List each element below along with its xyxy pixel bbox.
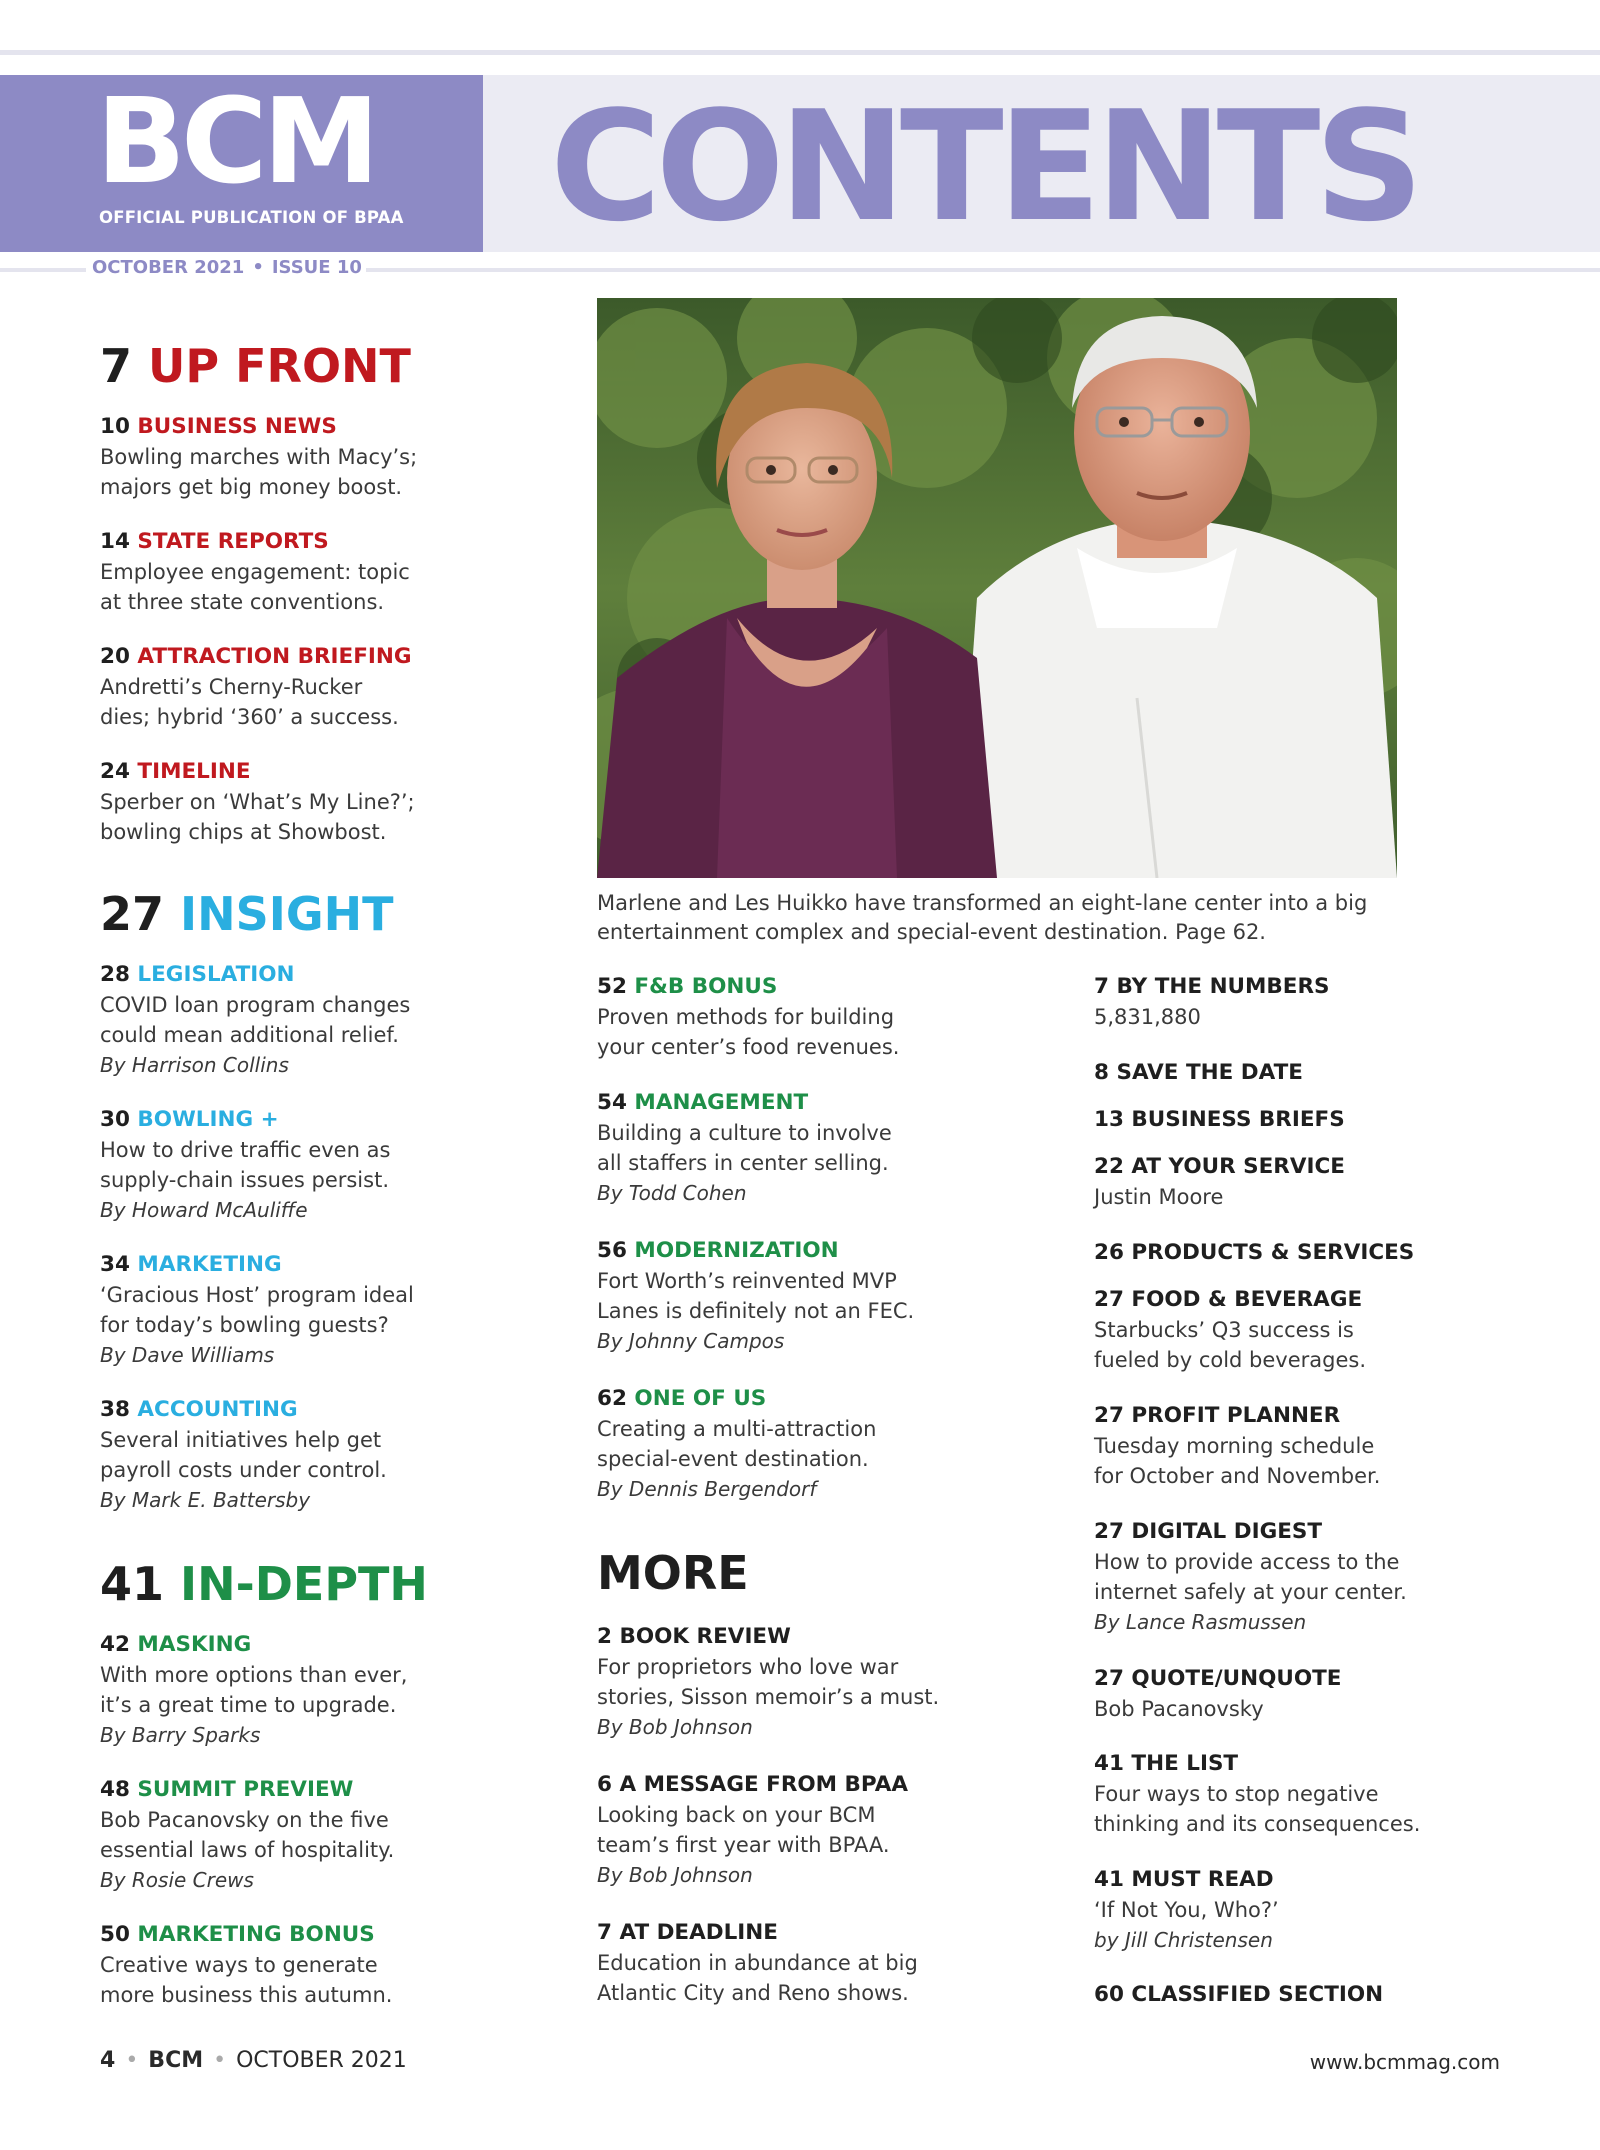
entry-description: Bob Pacanovsky on the five essential laws of hospitality.	[100, 1808, 395, 1862]
entry-title: STATE REPORTS	[137, 529, 329, 554]
toc-entry[interactable]	[100, 1105, 520, 1225]
entry-description: Employee engagement: topic at three state conventions.	[100, 560, 410, 614]
toc-entry[interactable]	[1094, 1517, 1514, 1637]
entry-page: 27	[1094, 1519, 1124, 1544]
toc-entry[interactable]	[100, 1250, 520, 1370]
entry-description: How to drive traffic even as supply-chain issues persist.	[100, 1138, 391, 1192]
entry-page: 60	[1094, 1982, 1124, 2007]
entry-title: F&B BONUS	[634, 974, 778, 999]
toc-entry[interactable]	[597, 1622, 1017, 1742]
section-in-depth[interactable]	[100, 1558, 428, 1610]
entry-title: ATTRACTION BRIEFING	[137, 644, 412, 669]
footer-website-link[interactable]: www.bcmmag.com	[1309, 2050, 1500, 2074]
entry-title: LEGISLATION	[137, 962, 295, 987]
entry-byline: By Todd Cohen	[597, 1181, 747, 1205]
entry-description: How to provide access to the internet safely at your center.	[1094, 1550, 1407, 1604]
entry-title: AT YOUR SERVICE	[1131, 1154, 1345, 1179]
entry-description: ‘Gracious Host’ program ideal for today’s bowling guests?	[100, 1283, 414, 1337]
issue-line	[88, 257, 366, 278]
issue-number: ISSUE 10	[271, 257, 362, 278]
entry-page: 54	[597, 1090, 627, 1115]
issue-separator: •	[252, 257, 264, 278]
entry-title: DIGITAL DIGEST	[1131, 1519, 1323, 1544]
toc-entry[interactable]	[100, 757, 520, 847]
entry-title: BOOK REVIEW	[619, 1624, 791, 1649]
section-more[interactable]: MORE	[597, 1546, 749, 1600]
entry-description: Building a culture to involve all staffers in center selling.	[597, 1121, 892, 1175]
entry-page: 34	[100, 1252, 130, 1277]
entry-title: SAVE THE DATE	[1116, 1060, 1303, 1085]
entry-description: Several initiatives help get payroll costs under control.	[100, 1428, 387, 1482]
couple-photo-illustration	[597, 298, 1397, 878]
footer-folio	[100, 2048, 407, 2073]
entry-page: 10	[100, 414, 130, 439]
entry-title: A MESSAGE FROM BPAA	[619, 1772, 908, 1797]
entry-page: 8	[1094, 1060, 1109, 1085]
entry-description: Justin Moore	[1094, 1185, 1224, 1209]
entry-page: 7	[1094, 974, 1109, 999]
toc-entry[interactable]	[1094, 1980, 1514, 2010]
entry-description: Looking back on your BCM team’s first year with BPAA.	[597, 1803, 890, 1857]
toc-entry[interactable]	[1094, 1285, 1514, 1375]
toc-entry[interactable]	[100, 642, 520, 732]
entry-page: 48	[100, 1777, 130, 1802]
toc-entry[interactable]	[100, 1630, 520, 1750]
toc-entry[interactable]	[597, 1236, 1017, 1356]
toc-entry[interactable]	[1094, 1401, 1514, 1491]
entry-page: 41	[1094, 1751, 1124, 1776]
section-insight[interactable]	[100, 888, 394, 940]
entry-page: 28	[100, 962, 130, 987]
entry-page: 42	[100, 1632, 130, 1657]
entry-title: MASKING	[137, 1632, 252, 1657]
footer-separator: •	[213, 2048, 227, 2073]
section-title: UP FRONT	[148, 339, 411, 393]
entry-byline: By Harrison Collins	[100, 1053, 289, 1077]
page-title: CONTENTS	[550, 78, 1418, 255]
entry-byline: By Mark E. Battersby	[100, 1488, 311, 1512]
entry-byline: By Barry Sparks	[100, 1723, 261, 1747]
entry-page: 38	[100, 1397, 130, 1422]
entry-title: THE LIST	[1131, 1751, 1239, 1776]
section-title: IN-DEPTH	[180, 1557, 428, 1611]
section-page-number: 7	[100, 339, 133, 393]
logo-subtitle: OFFICIAL PUBLICATION OF BPAA	[99, 208, 404, 227]
toc-entry[interactable]	[100, 960, 520, 1080]
entry-description: With more options than ever, it’s a great time to upgrade.	[100, 1663, 408, 1717]
issue-rule-left	[0, 268, 86, 272]
entry-title: BUSINESS NEWS	[137, 414, 337, 439]
entry-title: MARKETING BONUS	[137, 1922, 375, 1947]
entry-byline: By Bob Johnson	[597, 1863, 753, 1887]
entry-description: 5,831,880	[1094, 1005, 1201, 1029]
entry-title: QUOTE/UNQUOTE	[1131, 1666, 1342, 1691]
bcm-logo: BCM	[96, 72, 375, 210]
entry-description: Education in abundance at big Atlantic City and Reno shows.	[597, 1951, 918, 2005]
footer-issue: OCTOBER 2021	[236, 2048, 407, 2073]
entry-description: Tuesday morning schedule for October and November.	[1094, 1434, 1381, 1488]
footer-separator: •	[125, 2048, 139, 2073]
entry-description: Fort Worth’s reinvented MVP Lanes is definitely not an FEC.	[597, 1269, 915, 1323]
toc-entry[interactable]	[100, 1395, 520, 1515]
entry-byline: By Johnny Campos	[597, 1329, 785, 1353]
entry-title: AT DEADLINE	[619, 1920, 778, 1945]
entry-page: 27	[1094, 1666, 1124, 1691]
entry-page: 2	[597, 1624, 612, 1649]
entry-byline: By Lance Rasmussen	[1094, 1610, 1307, 1634]
entry-title: SUMMIT PREVIEW	[137, 1777, 354, 1802]
entry-description: Proven methods for building your center’s food revenues.	[597, 1005, 900, 1059]
entry-page: 24	[100, 759, 130, 784]
footer-page-number: 4	[100, 2048, 116, 2073]
entry-title: PROFIT PLANNER	[1131, 1403, 1341, 1428]
entry-page: 20	[100, 644, 130, 669]
entry-byline: By Rosie Crews	[100, 1868, 254, 1892]
toc-entry[interactable]	[1094, 972, 1514, 1032]
entry-page: 6	[597, 1772, 612, 1797]
toc-entry[interactable]	[1094, 1152, 1514, 1212]
entry-page: 26	[1094, 1240, 1124, 1265]
entry-description: COVID loan program changes could mean additional relief.	[100, 993, 411, 1047]
entry-page: 62	[597, 1386, 627, 1411]
toc-entry[interactable]	[1094, 1058, 1514, 1088]
toc-entry[interactable]	[597, 972, 1017, 1062]
entry-title: MUST READ	[1131, 1867, 1274, 1892]
toc-entry[interactable]	[597, 1088, 1017, 1208]
entry-page: 27	[1094, 1287, 1124, 1312]
top-rule	[0, 50, 1600, 55]
toc-entry[interactable]	[100, 527, 520, 617]
cover-photo	[597, 298, 1397, 878]
toc-entry[interactable]	[1094, 1865, 1514, 1955]
toc-entry[interactable]	[597, 1770, 1017, 1890]
entry-description: Starbucks’ Q3 success is fueled by cold beverages.	[1094, 1318, 1367, 1372]
entry-description: ‘If Not You, Who?’	[1094, 1898, 1279, 1922]
toc-entry[interactable]	[597, 1918, 1017, 2008]
entry-page: 22	[1094, 1154, 1124, 1179]
entry-title: TIMELINE	[137, 759, 251, 784]
entry-title: BY THE NUMBERS	[1116, 974, 1330, 999]
entry-page: 30	[100, 1107, 130, 1132]
entry-byline: By Howard McAuliffe	[100, 1198, 308, 1222]
entry-title: FOOD & BEVERAGE	[1131, 1287, 1363, 1312]
entry-description: Creative ways to generate more business this autumn.	[100, 1953, 393, 2007]
entry-title: BUSINESS BRIEFS	[1131, 1107, 1345, 1132]
photo-caption: Marlene and Les Huikko have transformed an eight-lane center into a big entertainment complex and special-event destination. Page 62.	[597, 891, 1368, 944]
toc-entry[interactable]	[1094, 1664, 1514, 1724]
entry-title: BOWLING +	[137, 1107, 279, 1132]
toc-entry[interactable]	[1094, 1749, 1514, 1839]
entry-page: 50	[100, 1922, 130, 1947]
section-title: INSIGHT	[180, 887, 394, 941]
entry-title: MANAGEMENT	[634, 1090, 809, 1115]
entry-title: PRODUCTS & SERVICES	[1131, 1240, 1415, 1265]
issue-date: OCTOBER 2021	[92, 257, 245, 278]
entry-byline: By Dave Williams	[100, 1343, 275, 1367]
entry-description: Creating a multi-attraction special-event destination.	[597, 1417, 877, 1471]
toc-entry[interactable]	[597, 1384, 1017, 1504]
entry-page: 52	[597, 974, 627, 999]
entry-title: MODERNIZATION	[634, 1238, 839, 1263]
toc-entry[interactable]	[100, 1775, 520, 1895]
entry-page: 7	[597, 1920, 612, 1945]
entry-description: For proprietors who love war stories, Sisson memoir’s a must.	[597, 1655, 940, 1709]
entry-description: Sperber on ‘What’s My Line?’; bowling chips at Showbost.	[100, 790, 415, 844]
toc-entry[interactable]	[1094, 1105, 1514, 1135]
entry-byline: by Jill Christensen	[1094, 1928, 1273, 1952]
toc-entry[interactable]	[1094, 1238, 1514, 1268]
entry-page: 13	[1094, 1107, 1124, 1132]
entry-title: ACCOUNTING	[137, 1397, 298, 1422]
entry-description: Bob Pacanovsky	[1094, 1697, 1264, 1721]
toc-entry[interactable]	[100, 412, 520, 502]
entry-byline: By Dennis Bergendorf	[597, 1477, 817, 1501]
section-page-number: 41	[100, 1557, 165, 1611]
entry-page: 41	[1094, 1867, 1124, 1892]
entry-title: MARKETING	[137, 1252, 282, 1277]
footer-magazine: BCM	[148, 2048, 204, 2073]
section-up-front[interactable]	[100, 340, 411, 392]
entry-title: CLASSIFIED SECTION	[1131, 1982, 1384, 2007]
section-page-number: 27	[100, 887, 165, 941]
entry-description: Andretti’s Cherny-Rucker dies; hybrid ‘360’ a success.	[100, 675, 399, 729]
entry-page: 27	[1094, 1403, 1124, 1428]
entry-description: Four ways to stop negative thinking and its consequences.	[1094, 1782, 1421, 1836]
entry-title: ONE OF US	[634, 1386, 767, 1411]
issue-rule-right	[355, 268, 1600, 272]
entry-page: 56	[597, 1238, 627, 1263]
entry-page: 14	[100, 529, 130, 554]
entry-byline: By Bob Johnson	[597, 1715, 753, 1739]
entry-description: Bowling marches with Macy’s; majors get big money boost.	[100, 445, 418, 499]
toc-entry[interactable]	[100, 1920, 520, 2010]
